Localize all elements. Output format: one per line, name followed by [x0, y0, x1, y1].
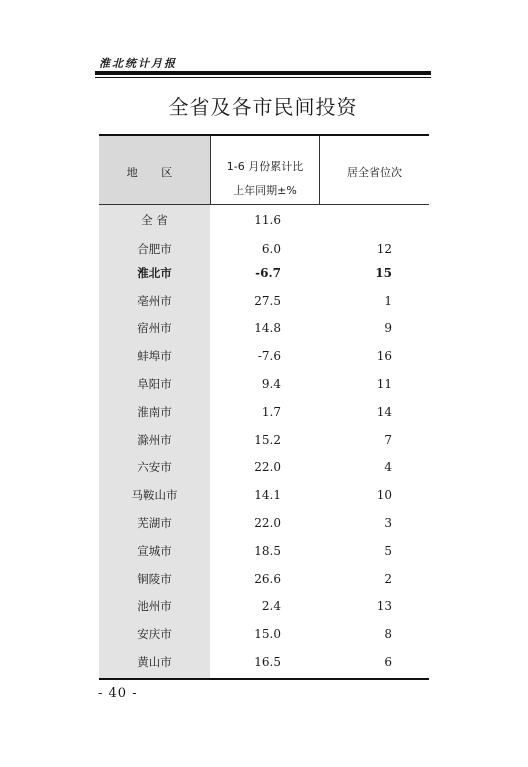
- growth-cell: 6.0: [261, 241, 281, 256]
- region-cell: 宿州市: [137, 321, 172, 336]
- growth-cell: 26.6: [254, 571, 281, 586]
- table-row-highlight: [99, 264, 429, 292]
- growth-cell: 1.7: [261, 404, 281, 419]
- region-cell: 阜阳市: [137, 376, 172, 391]
- region-cell: 淮南市: [137, 404, 172, 419]
- region-cell: 芜湖市: [137, 515, 172, 530]
- rank-cell: 5: [384, 543, 392, 558]
- rank-cell: 3: [384, 515, 392, 530]
- table-row: [99, 431, 429, 459]
- region-cell: 安庆市: [137, 627, 172, 642]
- rank-cell: 16: [376, 349, 392, 364]
- table-row: [99, 375, 429, 403]
- region-cell: 全 省: [141, 213, 168, 227]
- growth-cell: -7.6: [257, 349, 281, 364]
- table-row: [99, 347, 429, 375]
- rank-cell: 4: [384, 460, 392, 475]
- table-row: [99, 458, 429, 486]
- growth-cell: 2.4: [261, 599, 281, 614]
- table-body: [99, 212, 429, 681]
- table-row: [99, 319, 429, 347]
- rank-cell: 11: [376, 376, 392, 391]
- rank-cell: 15: [375, 265, 392, 280]
- growth-cell: 15.0: [254, 627, 281, 642]
- rank-cell: 12: [376, 241, 392, 256]
- region-cell: 蚌埠市: [137, 349, 172, 364]
- growth-cell: 16.5: [254, 654, 281, 669]
- growth-cell: 22.0: [254, 460, 281, 475]
- table-row: [99, 240, 429, 264]
- region-cell: 六安市: [137, 460, 172, 475]
- region-cell: 亳州市: [137, 293, 172, 308]
- rank-column-header: 居全省位次: [347, 166, 402, 179]
- rank-cell: 10: [376, 488, 392, 503]
- page-title: 全省及各市民间投资: [168, 95, 358, 119]
- table-row: [99, 542, 429, 570]
- rank-cell: 7: [384, 432, 392, 447]
- growth-cell: 22.0: [254, 515, 281, 530]
- region-cell: 黄山市: [137, 654, 172, 669]
- region-cell: 宣城市: [137, 543, 172, 558]
- growth-header-line2: 上年同期±%: [233, 184, 297, 197]
- header-rule-thin: [95, 77, 431, 78]
- growth-cell: 14.1: [254, 488, 281, 503]
- growth-column-header: [211, 155, 319, 203]
- rank-cell: 2: [384, 571, 392, 586]
- region-cell: 合肥市: [137, 241, 172, 256]
- table-row: [99, 625, 429, 653]
- rank-cell: 1: [384, 293, 392, 308]
- table-bottom-rule: [99, 678, 429, 680]
- rank-cell: 13: [376, 599, 392, 614]
- growth-cell: 11.6: [254, 213, 281, 227]
- region-column-header: 地 区: [126, 166, 183, 179]
- publication-header: 淮北统计月报: [99, 57, 177, 70]
- growth-header-line1: 1-6 月份累计比: [226, 160, 304, 173]
- table-row: [99, 486, 429, 514]
- rank-cell: 8: [384, 627, 392, 642]
- growth-cell: 15.2: [254, 432, 281, 447]
- table-row: [99, 292, 429, 320]
- table-row: [99, 570, 429, 598]
- growth-cell: 9.4: [261, 376, 281, 391]
- rank-cell: 6: [384, 654, 392, 669]
- table-row: [99, 514, 429, 542]
- growth-cell: -6.7: [255, 265, 281, 280]
- page-number: - 40 -: [98, 686, 138, 701]
- table-row: [99, 403, 429, 431]
- rank-cell: 9: [384, 321, 392, 336]
- rank-cell: 14: [376, 404, 392, 419]
- table-row: [99, 653, 429, 681]
- region-cell: 铜陵市: [137, 571, 172, 586]
- growth-cell: 27.5: [254, 293, 281, 308]
- table-header: [99, 136, 429, 204]
- table-row: [99, 212, 429, 240]
- header-rule: [95, 71, 431, 75]
- growth-cell: 18.5: [254, 543, 281, 558]
- region-cell: 池州市: [137, 599, 172, 614]
- table-row: [99, 597, 429, 625]
- region-cell: 淮北市: [137, 265, 172, 280]
- growth-cell: 14.8: [254, 321, 281, 336]
- region-cell: 马鞍山市: [131, 488, 178, 503]
- region-cell: 滁州市: [137, 432, 172, 447]
